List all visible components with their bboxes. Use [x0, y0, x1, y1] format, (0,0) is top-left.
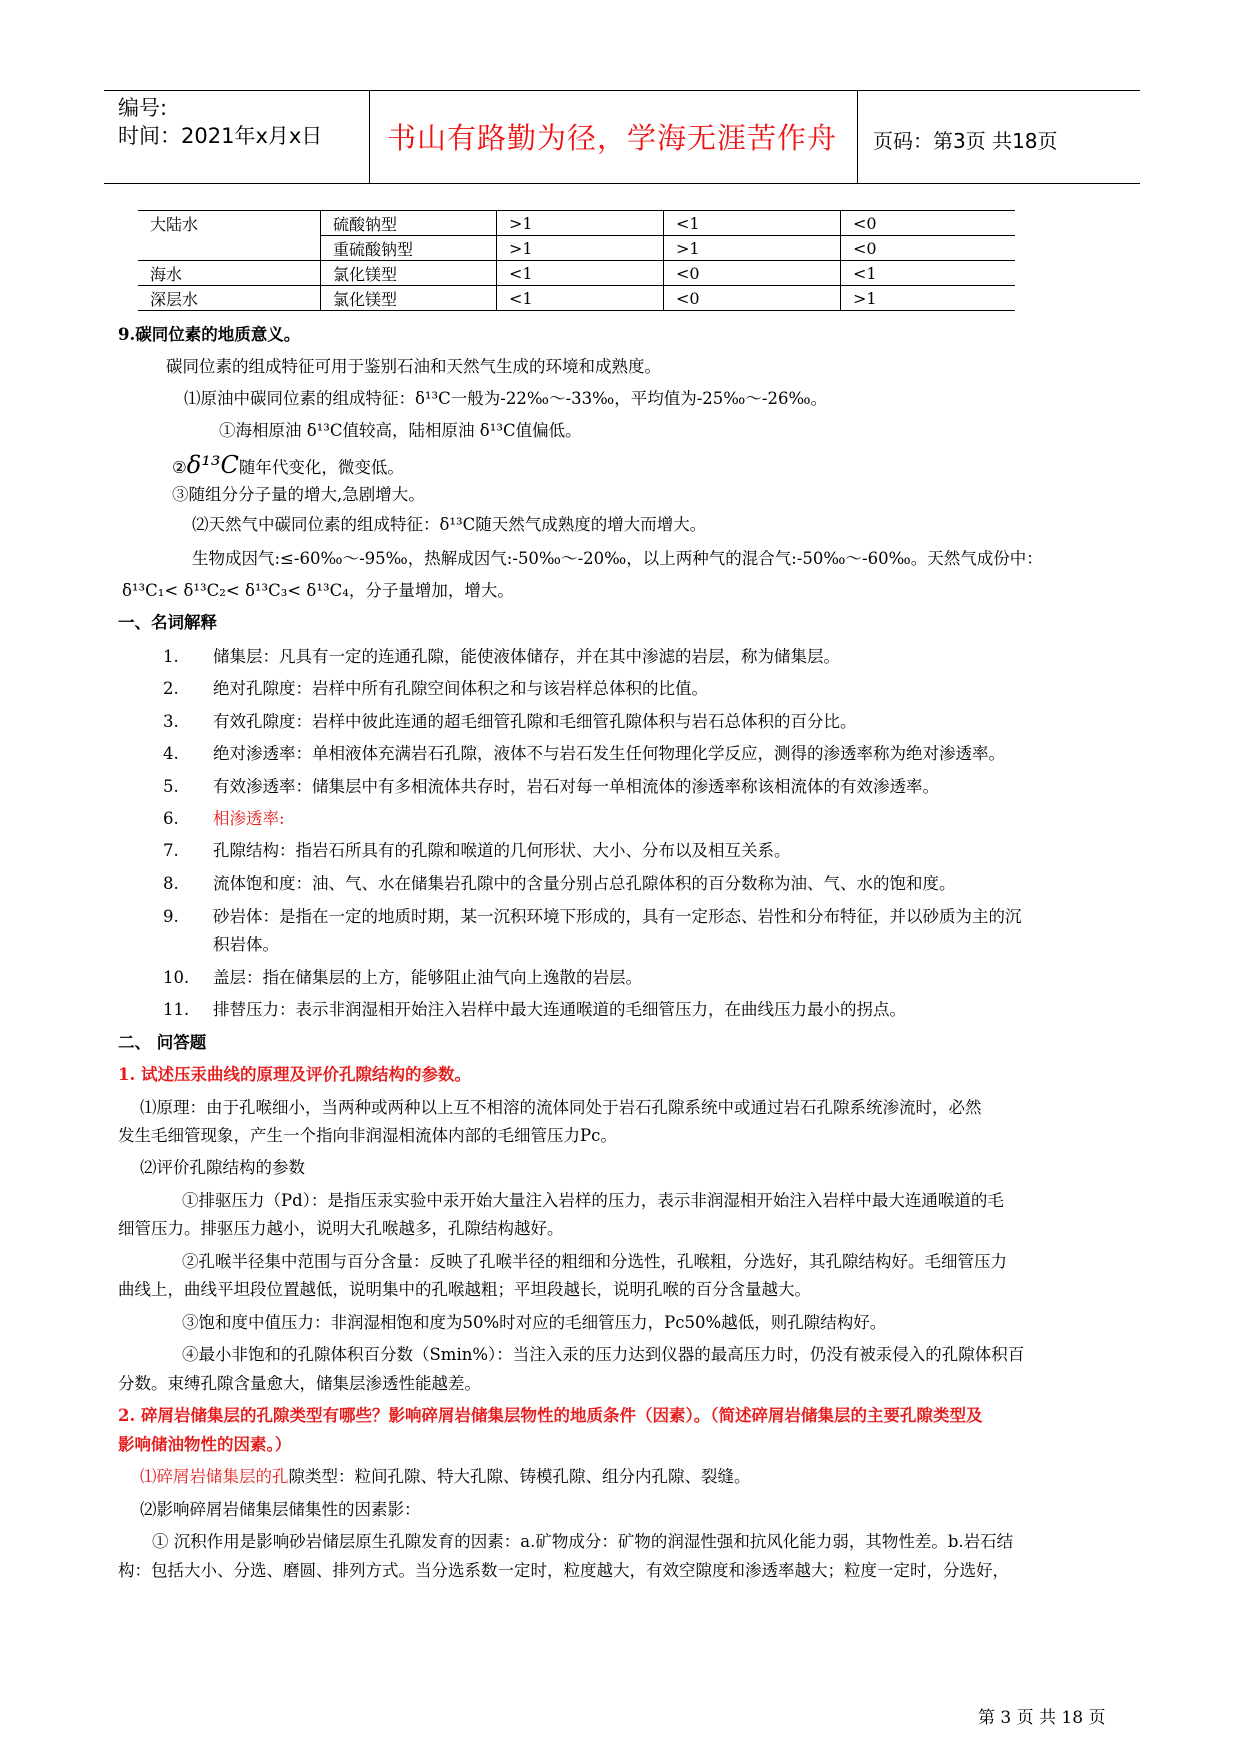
delta13c-symbol: δ¹³C	[186, 451, 239, 479]
header-top-rule	[104, 90, 1140, 91]
glossary-item	[163, 646, 840, 668]
q2-factors-heading: ⑵影响碎屑岩储集层储集性的因素影：	[140, 1500, 421, 1519]
glossary-item-number: 5.	[163, 777, 179, 796]
glossary-item-number: 6.	[163, 809, 179, 828]
q2-pore-types-rest: 隙类型：粒间孔隙、特大孔隙、铸模孔隙、组分内孔隙、裂缝。	[288, 1467, 751, 1486]
time-label: 时间：2021年x月x日	[118, 124, 323, 148]
table-cell: 海水	[138, 261, 321, 286]
glossary-item-number: 2.	[163, 679, 179, 698]
table-cell: <1	[497, 286, 664, 311]
table-cell: >1	[497, 211, 664, 236]
section-9-p2: ⑵天然气中碳同位素的组成特征：δ¹³C随天然气成熟度的增大而增大。	[192, 515, 707, 534]
section-9-p1a: ①海相原油 δ¹³C值较高，陆相原油 δ¹³C值偏低。	[219, 421, 582, 440]
water-type-table	[138, 210, 1015, 311]
section-9-p1c: ③随组分分子量的增大,急剧增大。	[172, 485, 425, 504]
glossary-item	[163, 776, 939, 798]
table-row	[138, 236, 1015, 261]
question-2-line2: 影响储油物性的因素。）	[118, 1435, 292, 1454]
table-cell: 氯化镁型	[321, 286, 497, 311]
footer-page-number: 第 3 页 共 18 页	[978, 1708, 1106, 1728]
section-9-p1b	[172, 451, 404, 479]
section-9-p4: δ¹³C₁< δ¹³C₂< δ¹³C₃< δ¹³C₄，分子量增加，增大。	[122, 581, 514, 600]
glossary-item	[163, 743, 1005, 765]
qa-title: 二、 问答题	[118, 1033, 207, 1052]
glossary-item-text: 绝对渗透率：单相液体充满岩石孔隙，液体不与岩石发生任何物理化学反应，测得的渗透率称为绝对渗透率。	[213, 744, 1005, 763]
table-cell: <0	[841, 211, 1016, 236]
glossary-item	[163, 906, 1022, 928]
glossary-item-text: 有效渗透率：储集层中有多相流体共存时，岩石对每一单相流体的渗透率称该相流体的有效渗透率。	[213, 777, 939, 796]
glossary-item-number: 8.	[163, 874, 179, 893]
section-9-p3: 生物成因气:≤-60‰～-95‰，热解成因气:-50‰～-20‰，以上两种气的混合气:-50‰～-60‰。天然气成份中：	[192, 549, 1043, 568]
section-9-p1: ⑴原油中碳同位素的组成特征：δ¹³C一般为-22‰～-33‰，平均值为-25‰～-26‰。	[184, 389, 828, 408]
glossary-item	[163, 999, 906, 1021]
glossary-item-number: 7.	[163, 841, 179, 860]
q2-pore-types-red: ⑴碎屑岩储集层的孔	[140, 1467, 289, 1486]
q2-factor-a-line2: 构：包括大小、分选、磨圆、排列方式。当分选系数一定时，粒度越大，有效空隙度和渗透率越大；粒度一定时，分选好，	[118, 1561, 1009, 1580]
glossary-item-text: 绝对孔隙度：岩样中所有孔隙空间体积之和与该岩样总体积的比值。	[213, 679, 708, 698]
glossary-item	[163, 711, 857, 733]
q1-principle-line1: ⑴原理：由于孔喉细小，当两种或两种以上互不相溶的流体同处于岩石孔隙系统中或通过岩石孔隙系统渗流时，必然	[140, 1098, 982, 1117]
glossary-item-text: 排替压力：表示非润湿相开始注入岩样中最大连通喉道的毛细管压力，在曲线压力最小的拐点。	[213, 1000, 906, 1019]
question-2-line1: 2. 碎屑岩储集层的孔隙类型有哪些？影响碎屑岩储集层物性的地质条件（因素）。（简述碎屑岩储集层的主要孔隙类型及	[118, 1406, 983, 1425]
glossary-title: 一、名词解释	[118, 613, 217, 632]
glossary-item-number: 1.	[163, 647, 179, 666]
table-cell: 硫酸钠型	[321, 211, 497, 236]
glossary-item	[163, 808, 285, 830]
glossary-item-text: 相渗透率:	[213, 809, 285, 828]
section-9-p1b-prefix: ②	[172, 458, 187, 477]
header-divider-right	[857, 90, 858, 183]
q2-factor-a-line1: ① 沉积作用是影响砂岩储层原生孔隙发育的因素：a.矿物成分：矿物的润湿性强和抗风化能力弱，其物性差。b.岩石结	[152, 1532, 1014, 1551]
glossary-item-text: 储集层：凡具有一定的连通孔隙，能使液体储存，并在其中渗滤的岩层，称为储集层。	[213, 647, 840, 666]
table-cell: >1	[664, 236, 841, 261]
question-1: 1. 试述压汞曲线的原理及评价孔隙结构的参数。	[118, 1065, 471, 1084]
glossary-item-number: 10.	[163, 968, 190, 987]
glossary-item-number: 9.	[163, 907, 179, 926]
q1-param-a-line1: ①排驱压力（Pd）：是指压汞实验中汞开始大量注入岩样的压力，表示非润湿相开始注入岩样中最大连通喉道的毛	[182, 1191, 1004, 1210]
header-bottom-rule	[104, 183, 1140, 184]
table-row	[138, 261, 1015, 286]
table-row	[138, 286, 1015, 311]
glossary-item	[163, 678, 708, 700]
table-cell: 氯化镁型	[321, 261, 497, 286]
glossary-item	[163, 934, 279, 956]
table-cell: 深层水	[138, 286, 321, 311]
glossary-item-text: 流体饱和度：油、气、水在储集岩孔隙中的含量分别占总孔隙体积的百分数称为油、气、水的饱和度。	[213, 874, 956, 893]
table-row	[138, 211, 1015, 236]
table-cell: <1	[841, 261, 1016, 286]
table-cell: <1	[497, 261, 664, 286]
page-number-label: 页码：第3页 共18页	[873, 129, 1058, 153]
glossary-item	[163, 840, 791, 862]
table-cell: >1	[497, 236, 664, 261]
glossary-item	[163, 967, 642, 989]
table-cell: <0	[664, 286, 841, 311]
q1-param-d-line1: ④最小非饱和的孔隙体积百分数（Smin%）：当注入汞的压力达到仪器的最高压力时，仍没有被汞侵入的孔隙体积百	[182, 1345, 1025, 1364]
table-cell: <0	[841, 236, 1016, 261]
q1-param-b-line2: 曲线上，曲线平坦段位置越低，说明集中的孔喉越粗；平坦段越长，说明孔喉的百分含量越大。	[118, 1280, 811, 1299]
table-cell: 重硫酸钠型	[321, 236, 497, 261]
header-divider-left	[369, 90, 370, 183]
glossary-item	[163, 873, 956, 895]
section-9-p1b-suffix: 随年代变化，微变低。	[238, 458, 404, 477]
table-cell: <0	[664, 261, 841, 286]
glossary-item-number: 4.	[163, 744, 179, 763]
q1-principle-line2: 发生毛细管现象，产生一个指向非润湿相流体内部的毛细管压力Pc。	[118, 1126, 617, 1145]
glossary-item-text: 盖层：指在储集层的上方，能够阻止油气向上逸散的岩层。	[213, 968, 642, 987]
q1-param-d-line2: 分数。束缚孔隙含量愈大，储集层渗透性能越差。	[118, 1374, 481, 1393]
q1-param-a-line2: 细管压力。排驱压力越小，说明大孔喉越多，孔隙结构越好。	[118, 1219, 564, 1238]
section-9-title: 9.碳同位素的地质意义。	[118, 325, 301, 344]
glossary-item-text: 积岩体。	[213, 935, 279, 954]
glossary-item-number: 3.	[163, 712, 179, 731]
q1-params-heading: ⑵评价孔隙结构的参数	[140, 1158, 305, 1177]
motto: 书山有路勤为径，学海无涯苦作舟	[386, 121, 837, 155]
glossary-item-number: 11.	[163, 1000, 190, 1019]
q2-pore-types	[140, 1466, 751, 1488]
section-9-intro: 碳同位素的组成特征可用于鉴别石油和天然气生成的环境和成熟度。	[166, 357, 661, 376]
q1-param-b-line1: ②孔喉半径集中范围与百分含量：反映了孔喉半径的粗细和分选性，孔喉粗，分选好，其孔隙结构好。毛细管压力	[182, 1252, 1007, 1271]
table-cell	[138, 236, 321, 261]
q1-param-c: ③饱和度中值压力：非润湿相饱和度为50%时对应的毛细管压力，Pc50%越低，则孔隙结构好。	[182, 1313, 887, 1332]
glossary-item-text: 有效孔隙度：岩样中彼此连通的超毛细管孔隙和毛细管孔隙体积与岩石总体积的百分比。	[213, 712, 857, 731]
glossary-item-text: 孔隙结构：指岩石所具有的孔隙和喉道的几何形状、大小、分布以及相互关系。	[213, 841, 791, 860]
glossary-item-text: 砂岩体：是指在一定的地质时期，某一沉积环境下形成的，具有一定形态、岩性和分布特征，并以砂质为主的沉	[213, 907, 1022, 926]
serial-label: 编号:	[118, 96, 168, 120]
table-cell: 大陆水	[138, 211, 321, 236]
table-cell: >1	[853, 288, 877, 308]
table-cell: <1	[664, 211, 841, 236]
